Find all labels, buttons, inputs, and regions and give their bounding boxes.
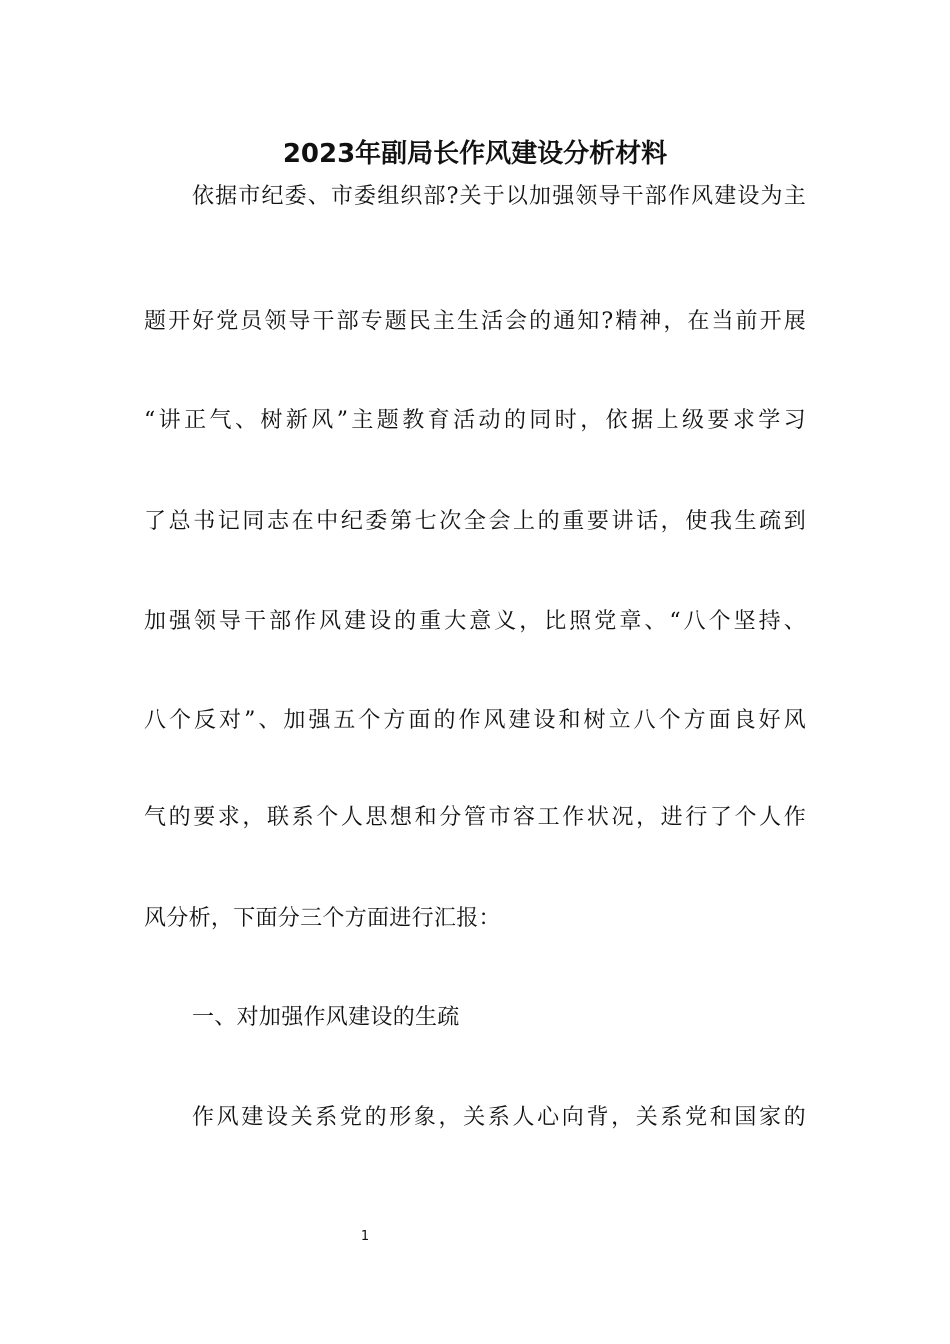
paragraph-line: “讲正气、树新风”主题教育活动的同时，依据上级要求学习 — [144, 408, 806, 433]
page-number: 1 — [360, 1229, 370, 1244]
paragraph-line: 了总书记同志在中纪委第七次全会上的重要讲话，使我生疏到 — [144, 509, 806, 534]
paragraph-line: 题开好党员领导干部专题民主生活会的通知?精神，在当前开展 — [144, 309, 806, 334]
paragraph-line: 气的要求，联系个人思想和分管市容工作状况，进行了个人作 — [144, 805, 806, 830]
section-heading: 一、对加强作风建设的生疏 — [192, 1005, 460, 1030]
paragraph-line: 加强领导干部作风建设的重大意义，比照党章、“八个坚持、 — [144, 609, 806, 634]
paragraph-line: 作风建设关系党的形象，关系人心向背，关系党和国家的 — [192, 1105, 806, 1130]
paragraph-line: 风分析，下面分三个方面进行汇报： — [144, 906, 501, 931]
paragraph-line: 依据市纪委、市委组织部?关于以加强领导干部作风建设为主 — [192, 184, 806, 209]
document-title: 2023年副局长作风建设分析材料 — [282, 139, 668, 169]
paragraph-line: 八个反对”、加强五个方面的作风建设和树立八个方面良好风 — [144, 708, 806, 733]
